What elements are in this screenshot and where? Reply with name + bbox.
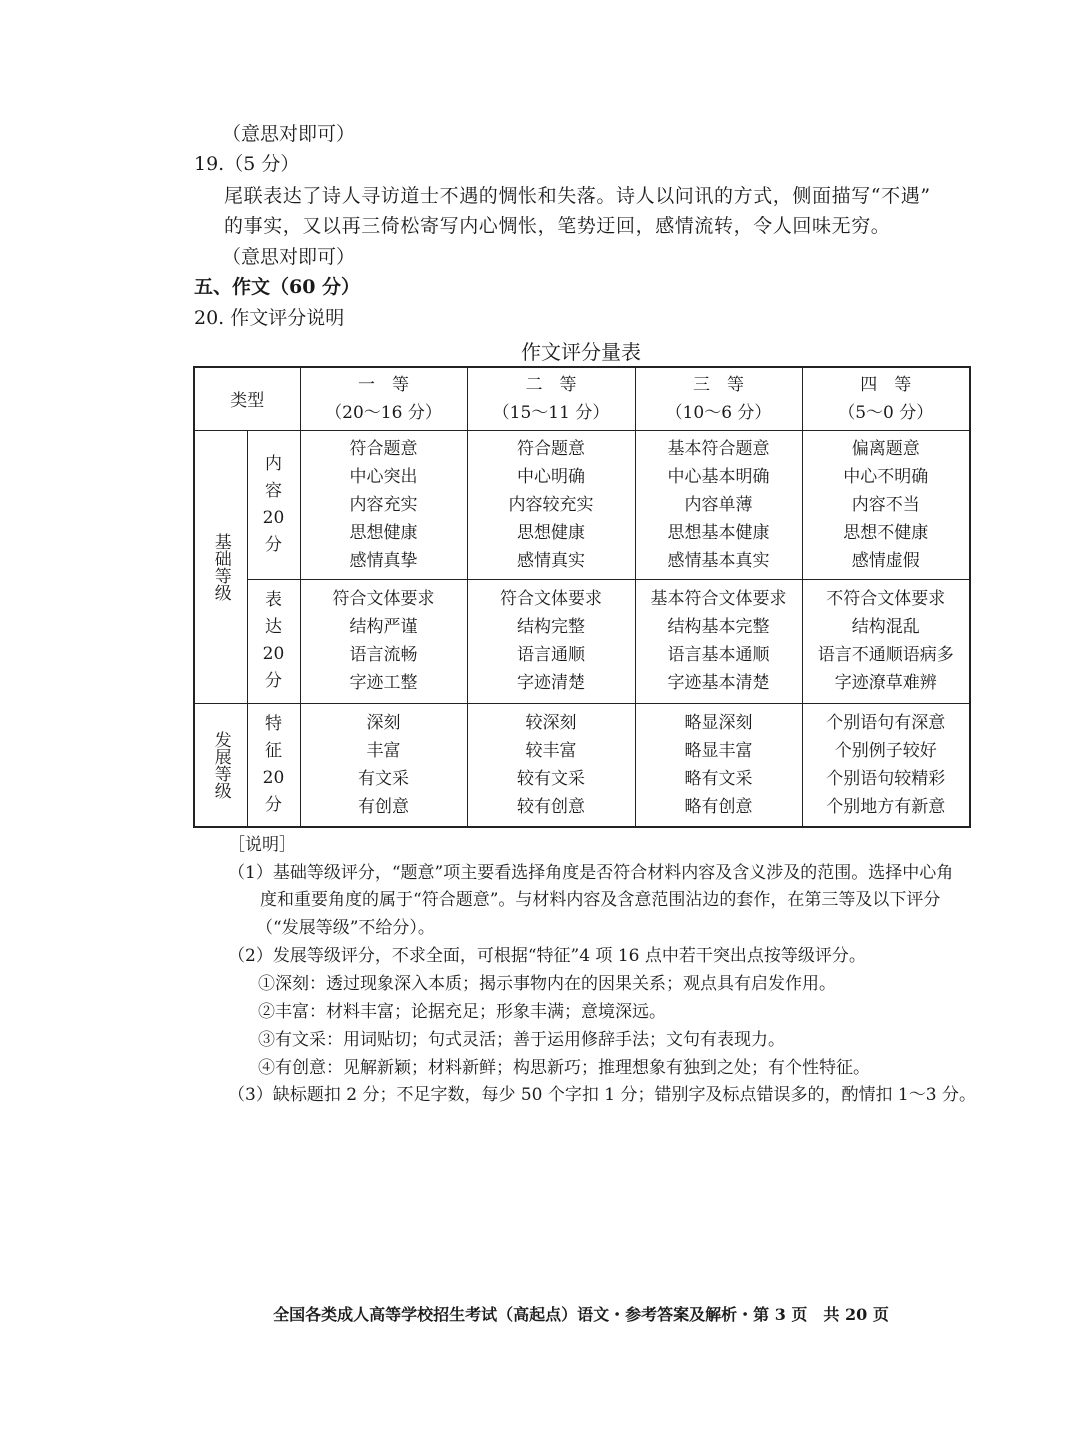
expression-grade-4 <box>802 579 970 703</box>
criterion: 个别语句较精彩 <box>826 768 946 789</box>
grade-range: （10～6 分） <box>665 402 772 423</box>
content-row <box>194 430 970 579</box>
basic-level-label: 基础等级 <box>210 532 231 601</box>
criterion: 略有文采 <box>684 768 753 789</box>
criterion: 符合文体要求 <box>500 589 602 609</box>
criterion: 丰富 <box>366 740 401 761</box>
note-2-item-3: ③有文采：用词贴切；句式灵活；善于运用修辞手法；文句有表现力。 <box>258 1030 785 1050</box>
content-grade-1 <box>300 430 467 579</box>
criterion: 字迹清楚 <box>517 673 585 693</box>
features-grade-2 <box>467 703 635 827</box>
type-header-cell <box>194 367 300 430</box>
section-heading: 五、作文（60 分） <box>194 276 361 298</box>
grade-name: 二 等 <box>525 374 577 395</box>
label-char: 征 <box>265 740 282 761</box>
criterion: 语言流畅 <box>349 645 418 665</box>
label-char: 分 <box>265 794 282 815</box>
criterion: 略显深刻 <box>684 712 753 733</box>
label-char: 表 <box>265 590 282 610</box>
criterion: 感情真实 <box>517 550 585 571</box>
criterion: 符合题意 <box>517 438 585 459</box>
label-char: 容 <box>265 480 282 501</box>
criterion: 字迹工整 <box>349 673 418 693</box>
criterion: 个别语句有深意 <box>826 712 946 733</box>
criterion: 基本符合题意 <box>667 438 770 459</box>
criterion: 思想不健康 <box>843 522 929 543</box>
note-2: （2）发展等级评分，不求全面，可根据“特征”4 项 16 点中若干突出点按等级评分。 <box>228 946 866 966</box>
grade-header-2 <box>467 367 635 430</box>
content-grade-2 <box>467 430 635 579</box>
criterion: 中心明确 <box>517 466 585 487</box>
development-level-label: 发展等级 <box>210 730 231 799</box>
expression-grade-3 <box>635 579 802 703</box>
criterion: 较丰富 <box>525 740 577 761</box>
label-char: 分 <box>265 534 282 555</box>
basic-level-cell <box>194 430 247 703</box>
table-caption: 作文评分量表 <box>521 340 641 364</box>
criterion: 个别地方有新意 <box>826 796 946 817</box>
features-row <box>194 703 970 827</box>
note-1-line-2: 度和重要角度的属于“符合题意”。与材料内容及含意范围沾边的套作，在第三等及以下评分 <box>260 890 941 910</box>
content-grade-4 <box>802 430 970 579</box>
label-char: 达 <box>265 617 282 637</box>
criterion: 有文采 <box>358 768 409 789</box>
criterion: 内容充实 <box>349 494 418 515</box>
criterion: 语言基本通顺 <box>667 645 770 665</box>
criterion: 语言通顺 <box>517 645 585 665</box>
criterion: 感情虚假 <box>851 550 920 571</box>
page-footer: 全国各类成人高等学校招生考试（高起点）语文・参考答案及解析・第 3 页 共 20 页 <box>273 1305 889 1324</box>
features-grade-1 <box>300 703 467 827</box>
expression-row <box>194 579 970 703</box>
development-level-cell <box>194 703 247 827</box>
content-label-cell <box>247 430 300 579</box>
criterion: 中心不明确 <box>843 466 929 487</box>
expression-label-cell <box>247 579 300 703</box>
features-grade-3 <box>635 703 802 827</box>
expression-grade-1 <box>300 579 467 703</box>
criterion: 略显丰富 <box>684 740 753 761</box>
note-2-item-2: ②丰富：材料丰富；论据充足；形象丰满；意境深远。 <box>258 1002 666 1022</box>
grade-header-3 <box>635 367 802 430</box>
label-char: 分 <box>265 671 282 691</box>
notes-title: ［说明］ <box>228 835 296 855</box>
grade-range: （20～16 分） <box>325 402 442 423</box>
expression-grade-2 <box>467 579 635 703</box>
table-header-row <box>194 367 970 430</box>
question-19-heading: 19.（5 分） <box>194 153 300 175</box>
criterion: 个别例子较好 <box>834 740 937 761</box>
criterion: 语言不通顺语病多 <box>817 645 954 665</box>
note-meaning-1: （意思对即可） <box>222 123 356 145</box>
criterion: 较深刻 <box>525 712 577 733</box>
content-grade-3 <box>635 430 802 579</box>
criterion: 符合文体要求 <box>332 589 435 609</box>
criterion: 字迹基本清楚 <box>667 673 770 693</box>
criterion: 结构完整 <box>517 617 585 637</box>
answer-19-line-1: 尾联表达了诗人寻访道士不遇的惆怅和失落。诗人以问讯的方式，侧面描写“不遇” <box>224 185 931 207</box>
criterion: 内容较充实 <box>508 494 594 515</box>
grade-range: （15～11 分） <box>492 402 610 423</box>
criterion: 内容不当 <box>851 494 920 515</box>
rubric-table <box>193 366 971 828</box>
label-char: 内 <box>265 453 282 474</box>
criterion: 中心基本明确 <box>667 466 770 487</box>
criterion: 思想健康 <box>517 522 585 543</box>
grade-name: 三 等 <box>693 374 744 395</box>
features-grade-4 <box>802 703 970 827</box>
criterion: 感情真挚 <box>349 550 418 571</box>
grade-header-1 <box>300 367 467 430</box>
criterion: 结构混乱 <box>851 617 920 637</box>
criterion: 略有创意 <box>684 796 753 817</box>
label-char: 特 <box>265 713 282 734</box>
criterion: 结构严谨 <box>349 617 418 637</box>
criterion: 有创意 <box>358 796 409 817</box>
criterion: 感情基本真实 <box>667 550 770 571</box>
criterion: 思想健康 <box>349 522 418 543</box>
note-meaning-2: （意思对即可） <box>222 246 356 268</box>
criterion: 较有文采 <box>517 768 585 789</box>
criterion: 基本符合文体要求 <box>650 589 787 609</box>
criterion: 不符合文体要求 <box>826 589 946 609</box>
features-label-cell <box>247 703 300 827</box>
grade-range: （5～0 分） <box>838 402 934 423</box>
grade-name: 四 等 <box>860 374 912 395</box>
grade-name: 一 等 <box>358 374 409 395</box>
note-1-line-3: （“发展等级”不给分）。 <box>256 918 435 938</box>
label-char: 20 <box>262 644 285 664</box>
label-char: 20 <box>262 507 285 528</box>
note-2-item-4: ④有创意：见解新颖；材料新鲜；构思新巧；推理想象有独到之处；有个性特征。 <box>258 1058 870 1078</box>
note-2-item-1: ①深刻：透过现象深入本质；揭示事物内在的因果关系；观点具有启发作用。 <box>258 974 836 994</box>
criterion: 思想基本健康 <box>667 522 770 543</box>
criterion: 内容单薄 <box>684 494 753 515</box>
answer-19-line-2: 的事实，又以再三倚松寄写内心惆怅，笔势迂回，感情流转，令人回味无穷。 <box>224 215 891 237</box>
criterion: 深刻 <box>366 712 401 733</box>
criterion: 较有创意 <box>517 796 585 817</box>
criterion: 结构基本完整 <box>667 617 770 637</box>
criterion: 中心突出 <box>349 466 418 487</box>
note-3: （3）缺标题扣 2 分；不足字数，每少 50 个字扣 1 分；错别字及标点错误多的，酌情扣 1～3 分。 <box>228 1085 976 1105</box>
criterion: 符合题意 <box>349 438 418 459</box>
type-label: 类型 <box>230 391 265 412</box>
label-char: 20 <box>262 767 285 788</box>
note-1-line-1: （1）基础等级评分，“题意”项主要看选择角度是否符合材料内容及含义涉及的范围。选择中心角 <box>228 863 954 883</box>
question-20-heading: 20. 作文评分说明 <box>194 307 345 329</box>
grade-header-4 <box>802 367 970 430</box>
criterion: 字迹潦草难辨 <box>834 673 937 693</box>
criterion: 偏离题意 <box>851 438 920 459</box>
